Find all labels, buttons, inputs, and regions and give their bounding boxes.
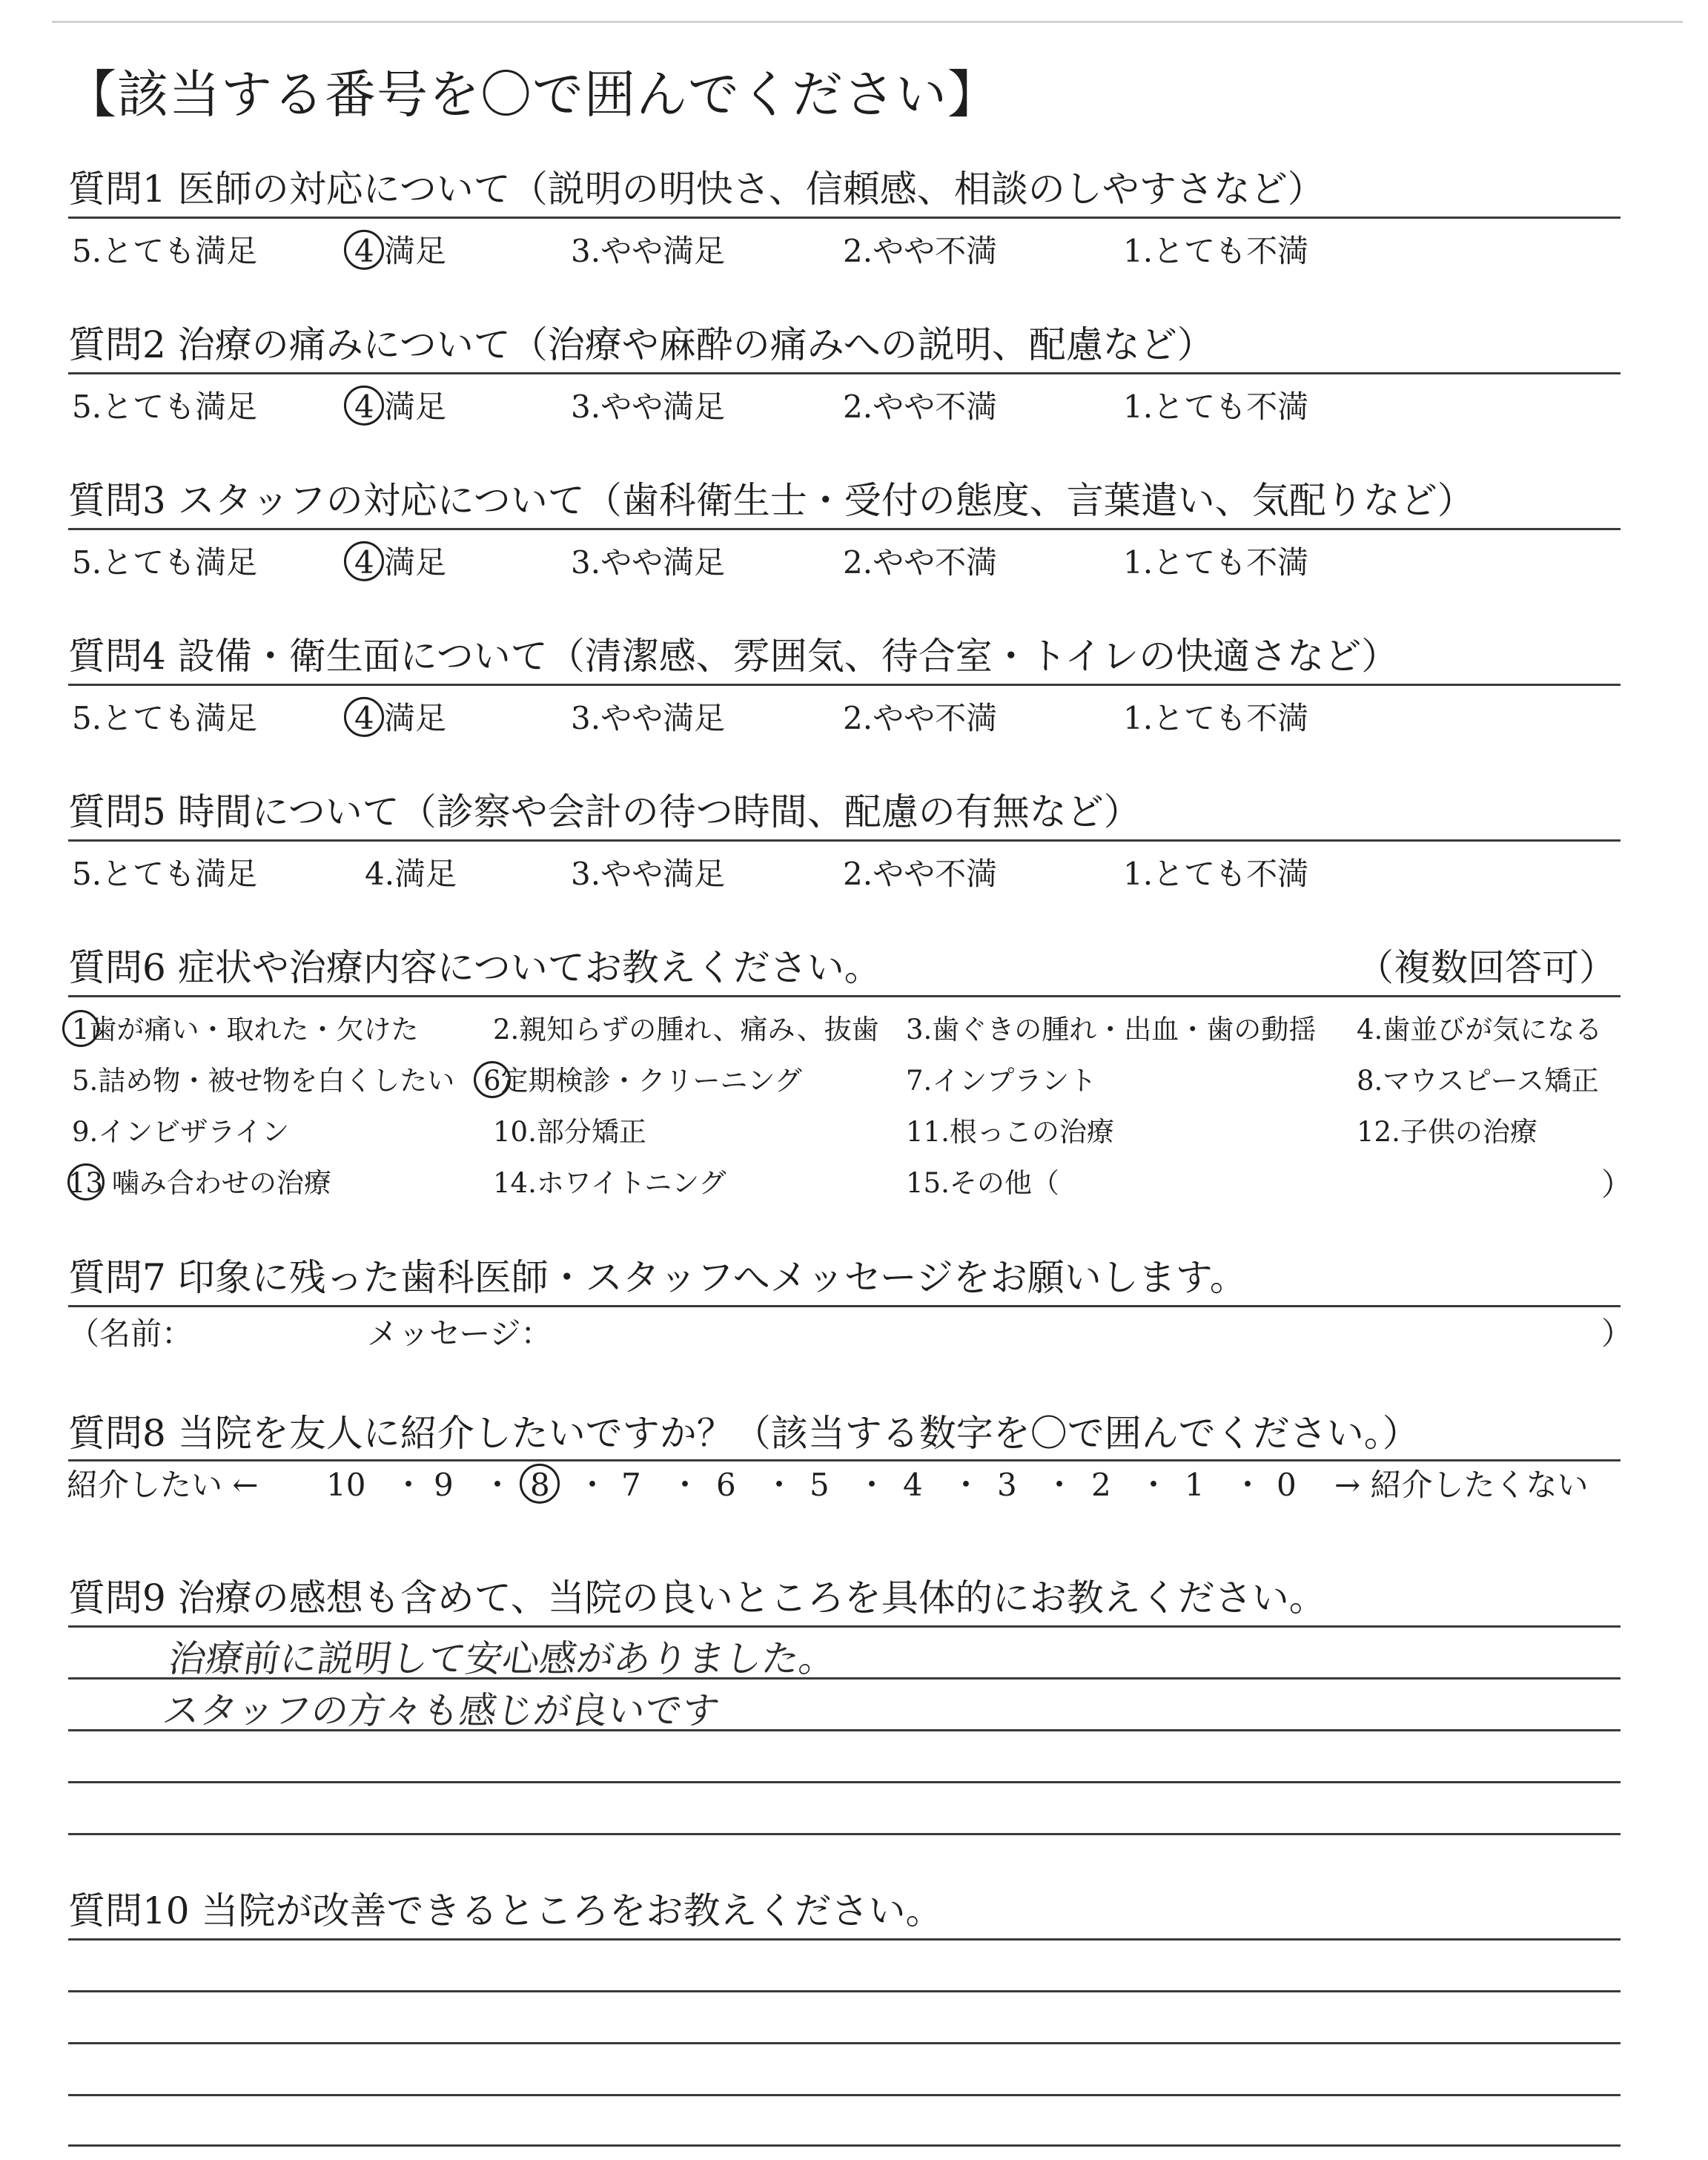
q5-option-2[interactable]: 2.やや不満 bbox=[843, 856, 998, 892]
q8-number-4[interactable]: 4 bbox=[903, 1467, 923, 1503]
question-3-rule bbox=[68, 528, 1621, 530]
q8-number-5[interactable]: 5 bbox=[810, 1467, 830, 1503]
question-9-title: 質問9 治療の感想も含めて、当院の良いところを具体的にお教えください。 bbox=[68, 1576, 1326, 1619]
question-2-title: 質問2 治療の痛みについて（治療や麻酔の痛みへの説明、配慮など） bbox=[68, 323, 1214, 366]
q9-writing-line bbox=[68, 1729, 1621, 1731]
q7-close-paren: ） bbox=[1601, 1315, 1633, 1352]
q6-item-13-selected[interactable]: 13 噛み合わせの治療 bbox=[68, 1167, 331, 1199]
q8-dot: ・ bbox=[482, 1467, 514, 1503]
q2-option-4-selected[interactable]: 4 満足 bbox=[354, 389, 447, 425]
question-5-title: 質問5 時間について（診察や会計の待つ時間、配慮の有無など） bbox=[68, 790, 1141, 833]
q6-item-15[interactable]: 15.その他（ bbox=[906, 1167, 1059, 1199]
question-8-rule bbox=[68, 1459, 1621, 1462]
q1-option-4-selected[interactable]: 4 満足 bbox=[354, 233, 447, 269]
q2-option-1[interactable]: 1.とても不満 bbox=[1123, 389, 1309, 425]
question-7-title: 質問7 印象に残った歯科医師・スタッフへメッセージをお願いします。 bbox=[68, 1256, 1247, 1299]
question-6-title: 質問6 症状や治療内容についてお教えください。 bbox=[68, 946, 881, 989]
q2-option-5[interactable]: 5.とても満足 bbox=[72, 389, 258, 425]
q8-dot: ・ bbox=[577, 1467, 609, 1503]
question-1-rule bbox=[68, 217, 1621, 219]
q9-writing-line bbox=[68, 1833, 1621, 1835]
q3-option-1[interactable]: 1.とても不満 bbox=[1123, 544, 1309, 581]
q4-option-1[interactable]: 1.とても不満 bbox=[1123, 700, 1309, 736]
question-4-title: 質問4 設備・衛生面について（清潔感、雰囲気、待合室・トイレの快適さなど） bbox=[68, 635, 1399, 678]
question-2-rule bbox=[68, 372, 1621, 374]
q8-number-8-selected[interactable] bbox=[530, 1467, 550, 1503]
q6-item-12[interactable]: 12.子供の治療 bbox=[1357, 1116, 1537, 1148]
question-7-rule bbox=[68, 1305, 1621, 1307]
q4-option-5[interactable]: 5.とても満足 bbox=[72, 700, 258, 736]
q6-item-4[interactable]: 4.歯並びが気になる bbox=[1357, 1014, 1603, 1046]
q6-item-9[interactable]: 9.インビザライン bbox=[72, 1116, 290, 1148]
q8-dot: ・ bbox=[669, 1467, 701, 1503]
q10-writing-line bbox=[68, 1990, 1621, 1992]
question-5-rule bbox=[68, 839, 1621, 842]
q2-option-3[interactable]: 3.やや満足 bbox=[571, 389, 726, 425]
q9-writing-line bbox=[68, 1625, 1621, 1628]
q1-option-2[interactable]: 2.やや不満 bbox=[843, 233, 998, 269]
question-10-title: 質問10 当院が改善できるところをお教えください。 bbox=[68, 1889, 943, 1932]
q8-dot: ・ bbox=[393, 1467, 425, 1503]
circle-mark: 4 bbox=[354, 233, 374, 269]
q8-number-10[interactable]: 10 bbox=[326, 1467, 366, 1503]
q6-item-1-selected[interactable]: 1歯が痛い・取れた・欠けた bbox=[72, 1014, 419, 1046]
q6-item-3[interactable]: 3.歯ぐきの腫れ・出血・歯の動揺 bbox=[906, 1014, 1317, 1046]
q2-option-2[interactable]: 2.やや不満 bbox=[843, 389, 998, 425]
q6-item-7[interactable]: 7.インプラント bbox=[906, 1065, 1097, 1097]
q8-dot: ・ bbox=[856, 1467, 888, 1503]
q8-number-0[interactable]: 0 bbox=[1277, 1467, 1297, 1503]
q3-option-3[interactable]: 3.やや満足 bbox=[571, 544, 726, 581]
q8-number-9[interactable]: 9 bbox=[434, 1467, 454, 1503]
question-4-rule bbox=[68, 684, 1621, 686]
q8-scale-left-label: 紹介したい ← bbox=[67, 1467, 259, 1503]
q8-number-1[interactable]: 1 bbox=[1185, 1467, 1205, 1503]
q8-scale-right-label: → 紹介したくない bbox=[1334, 1467, 1589, 1503]
q8-dot: ・ bbox=[1044, 1467, 1076, 1503]
q5-option-3[interactable]: 3.やや満足 bbox=[571, 856, 726, 892]
page-title: 【該当する番号を〇で囲んでください】 bbox=[65, 65, 999, 125]
q8-dot: ・ bbox=[1138, 1467, 1170, 1503]
q8-dot: ・ bbox=[950, 1467, 982, 1503]
question-1-title: 質問1 医師の対応について（説明の明快さ、信頼感、相談のしやすさなど） bbox=[68, 168, 1325, 211]
question-6-note: （複数回答可） bbox=[1357, 946, 1616, 989]
q8-number-3[interactable]: 3 bbox=[997, 1467, 1017, 1503]
q8-number-6[interactable]: 6 bbox=[716, 1467, 736, 1503]
q7-message-field[interactable]: メッセージ： bbox=[367, 1315, 552, 1352]
q6-item-2[interactable]: 2.親知らずの腫れ、痛み、抜歯 bbox=[493, 1014, 879, 1046]
circle-mark: 1 bbox=[72, 1014, 90, 1046]
q9-writing-line bbox=[68, 1781, 1621, 1783]
q1-option-3[interactable]: 3.やや満足 bbox=[571, 233, 726, 269]
q7-name-field[interactable]: （名前： bbox=[68, 1315, 193, 1352]
q8-number-7[interactable]: 7 bbox=[621, 1467, 641, 1503]
question-8-title: 質問8 当院を友人に紹介したいですか？（該当する数字を〇で囲んでください。） bbox=[68, 1412, 1420, 1455]
q6-item-14[interactable]: 14.ホワイトニング bbox=[493, 1167, 726, 1199]
q5-option-4[interactable]: 4.満足 bbox=[365, 856, 457, 892]
circle-mark: 4 bbox=[354, 544, 374, 581]
q9-handwritten-line-2: スタッフの方々も感じが良いです bbox=[159, 1689, 723, 1732]
q5-option-5[interactable]: 5.とても満足 bbox=[72, 856, 258, 892]
q1-option-5[interactable]: 5.とても満足 bbox=[72, 233, 258, 269]
q9-writing-line bbox=[68, 1677, 1621, 1680]
q10-writing-line bbox=[68, 2094, 1621, 2096]
q4-option-4-selected[interactable]: 4 満足 bbox=[354, 700, 447, 736]
q10-writing-line bbox=[68, 1938, 1621, 1941]
q6-item-8[interactable]: 8.マウスピース矯正 bbox=[1357, 1065, 1599, 1097]
q6-item-6-selected[interactable]: 6定期検診・クリーニング bbox=[483, 1065, 802, 1097]
q4-option-3[interactable]: 3.やや満足 bbox=[571, 700, 726, 736]
circle-mark: 4 bbox=[354, 700, 374, 736]
q10-writing-line bbox=[68, 2144, 1621, 2147]
q8-dot: ・ bbox=[764, 1467, 795, 1503]
q3-option-4-selected[interactable]: 4 満足 bbox=[354, 544, 447, 581]
q1-option-1[interactable]: 1.とても不満 bbox=[1123, 233, 1309, 269]
q4-option-2[interactable]: 2.やや不満 bbox=[843, 700, 998, 736]
circle-mark: 4 bbox=[354, 389, 374, 425]
top-border bbox=[52, 21, 1683, 23]
q8-dot: ・ bbox=[1232, 1467, 1264, 1503]
q6-item-10[interactable]: 10.部分矯正 bbox=[493, 1116, 646, 1148]
q9-handwritten-line-1: 治療前に説明して安心感がありました。 bbox=[165, 1637, 840, 1680]
circle-mark: 6 bbox=[483, 1065, 501, 1097]
q3-option-2[interactable]: 2.やや不満 bbox=[843, 544, 998, 581]
circle-mark: 13 bbox=[68, 1167, 104, 1199]
q6-item-15-close: ） bbox=[1601, 1166, 1633, 1203]
question-6-rule bbox=[68, 995, 1621, 997]
question-3-title: 質問3 スタッフの対応について（歯科衛生士・受付の態度、言葉遣い、気配りなど） bbox=[68, 479, 1474, 522]
circle-mark: 8 bbox=[530, 1467, 550, 1503]
q8-number-2[interactable]: 2 bbox=[1091, 1467, 1111, 1503]
q3-option-5[interactable]: 5.とても満足 bbox=[72, 544, 258, 581]
q10-writing-line bbox=[68, 2042, 1621, 2044]
q5-option-1[interactable]: 1.とても不満 bbox=[1123, 856, 1309, 892]
q6-item-5[interactable]: 5.詰め物・被せ物を白くしたい bbox=[72, 1065, 455, 1097]
q6-item-11[interactable]: 11.根っこの治療 bbox=[906, 1116, 1114, 1148]
